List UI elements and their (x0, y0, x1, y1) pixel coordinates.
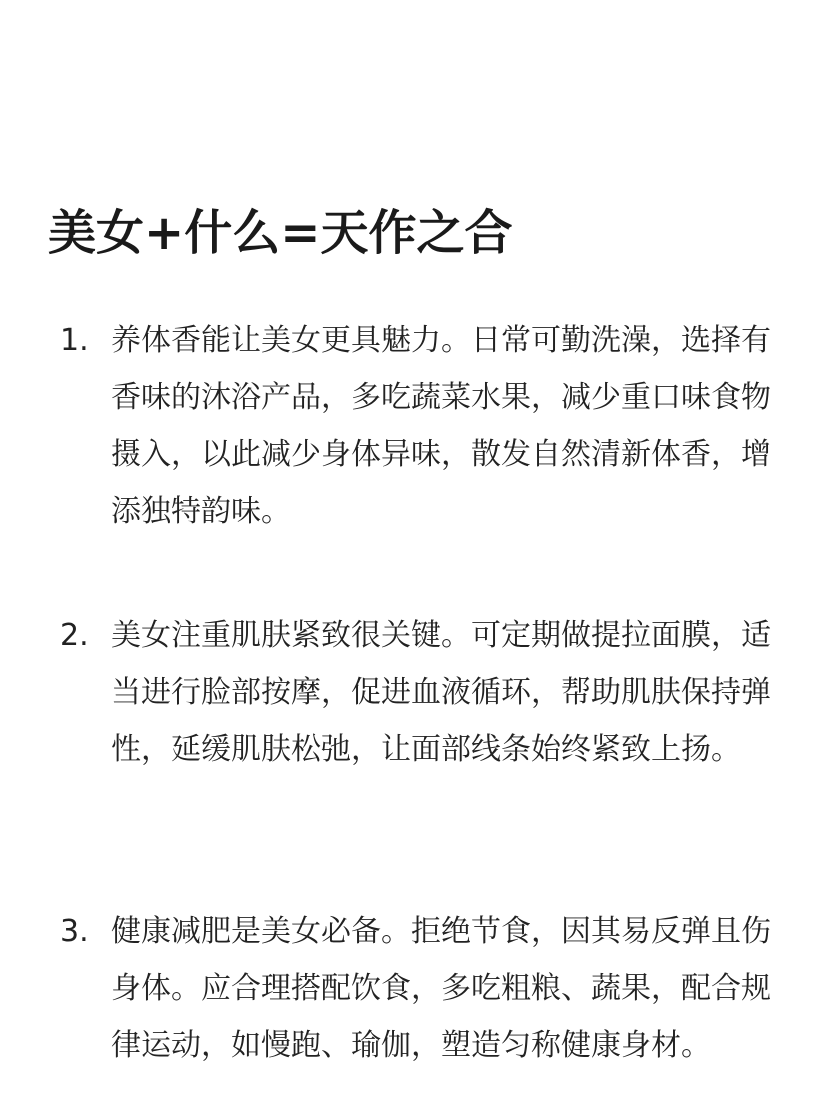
list-item-text: 养体香能让美女更具魅力。日常可勤洗澡，选择有香味的沐浴产品，多吃蔬菜水果，减少重口味食物摄入，以此减少身体异味，散发自然清新体香，增添独特韵味。 (111, 323, 771, 529)
list-item-text: 美女注重肌肤紧致很关键。可定期做提拉面膜，适当进行脸部按摩，促进血液循环，帮助肌肤保持弹性，延缓肌肤松弛，让面部线条始终紧致上扬。 (111, 618, 771, 767)
list-item-number: 2. (60, 618, 89, 653)
page-title: 美女+什么=天作之合 (48, 205, 513, 261)
list-item-number: 3. (60, 914, 89, 949)
list-item-number: 1. (60, 323, 89, 358)
list-item-text: 健康减肥是美女必备。拒绝节食，因其易反弹且伤身体。应合理搭配饮食，多吃粗粮、蔬果，配合规律运动，如慢跑、瑜伽，塑造匀称健康身材。 (111, 914, 771, 1063)
